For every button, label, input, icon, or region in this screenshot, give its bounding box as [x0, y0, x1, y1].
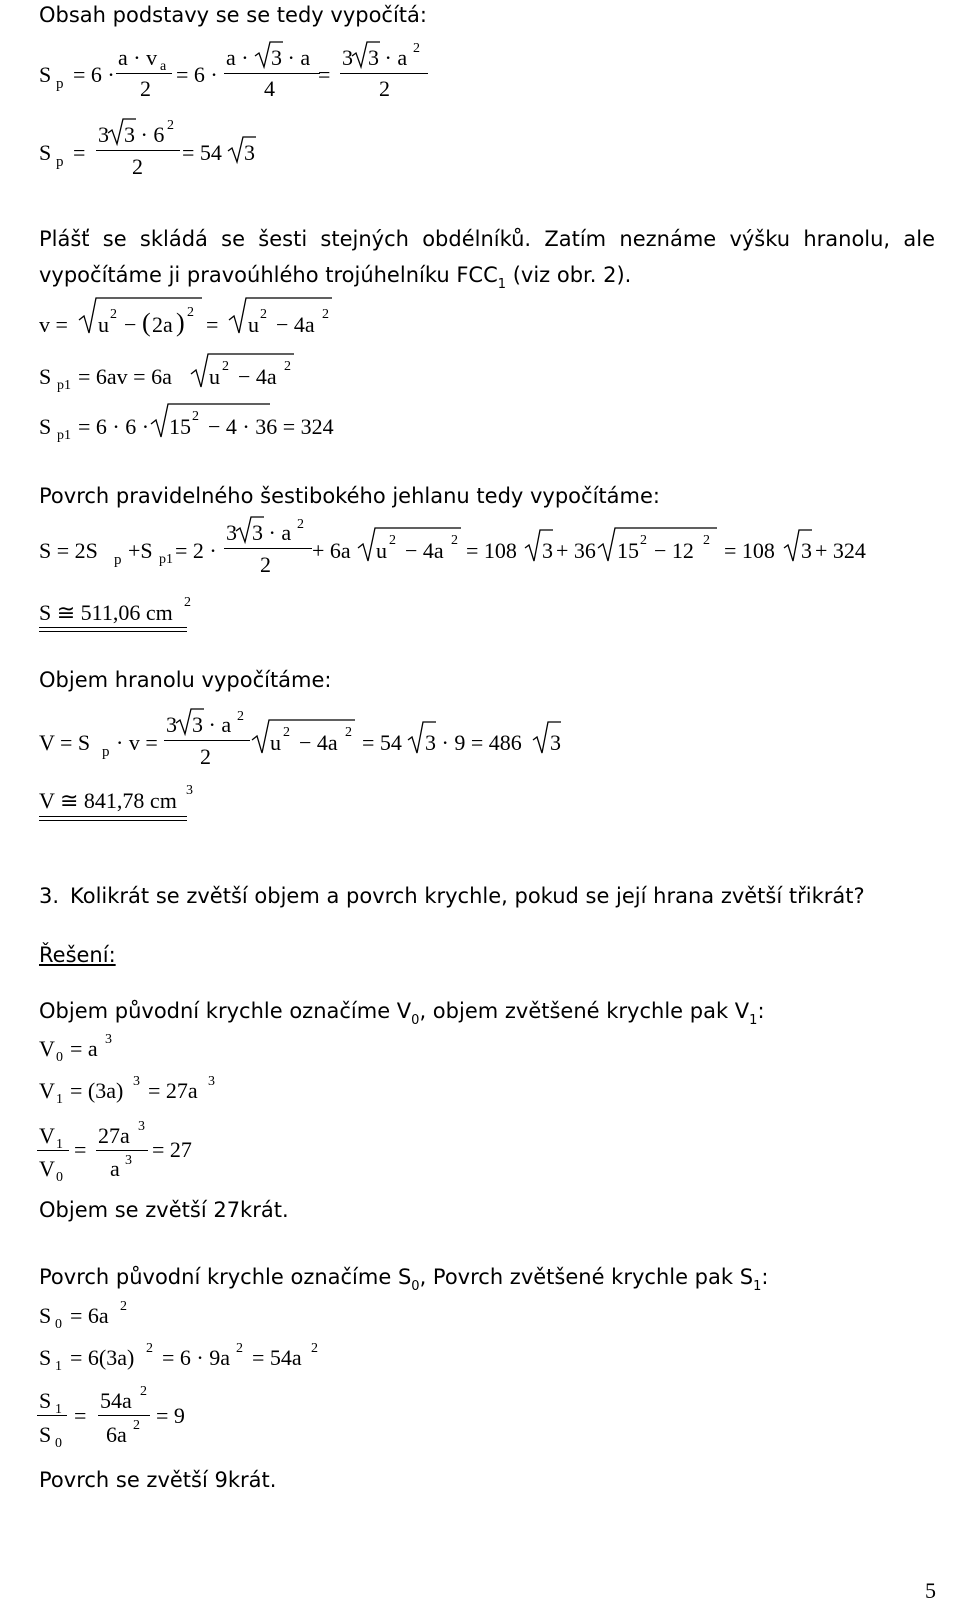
surface-definition-text: Povrch původní krychle označíme $S_0$, Povrch zvětšené krychle pak $S_1$: — [39, 1265, 769, 1294]
task-text: Kolikrát se zvětší objem a povrch krychle, pokud se její hrana zvětší třikrát? — [70, 884, 865, 908]
volume-result-text: Objem se zvětší 27krát. — [39, 1198, 289, 1222]
surface-result-text: Povrch se zvětší 9krát. — [39, 1468, 277, 1492]
base-intro-text: Obsah podstavy se se tedy vypočítá: — [39, 3, 427, 27]
mantle-paragraph-line2: vypočítáme ji pravoúhlého trojúhelníku $FCC_1$ (viz obr. 2). — [39, 263, 632, 292]
volume-definition-text: Objem původní krychle označíme $V_0$, objem zvětšené krychle pak $V_1$: — [39, 999, 765, 1028]
task-number: 3. — [39, 884, 60, 908]
mantle-paragraph-line1: Plášť se skládá se šesti stejných obdélníků. Zatím neznáme výšku hranolu, ale — [39, 227, 935, 251]
volume-intro-text: Objem hranolu vypočítáme: — [39, 668, 332, 692]
surface-intro-text: Povrch pravidelného šestibokého jehlanu tedy vypočítáme: — [39, 484, 660, 508]
solution-label: Řešení: — [39, 943, 116, 967]
page-number: 5 — [925, 1578, 936, 1603]
